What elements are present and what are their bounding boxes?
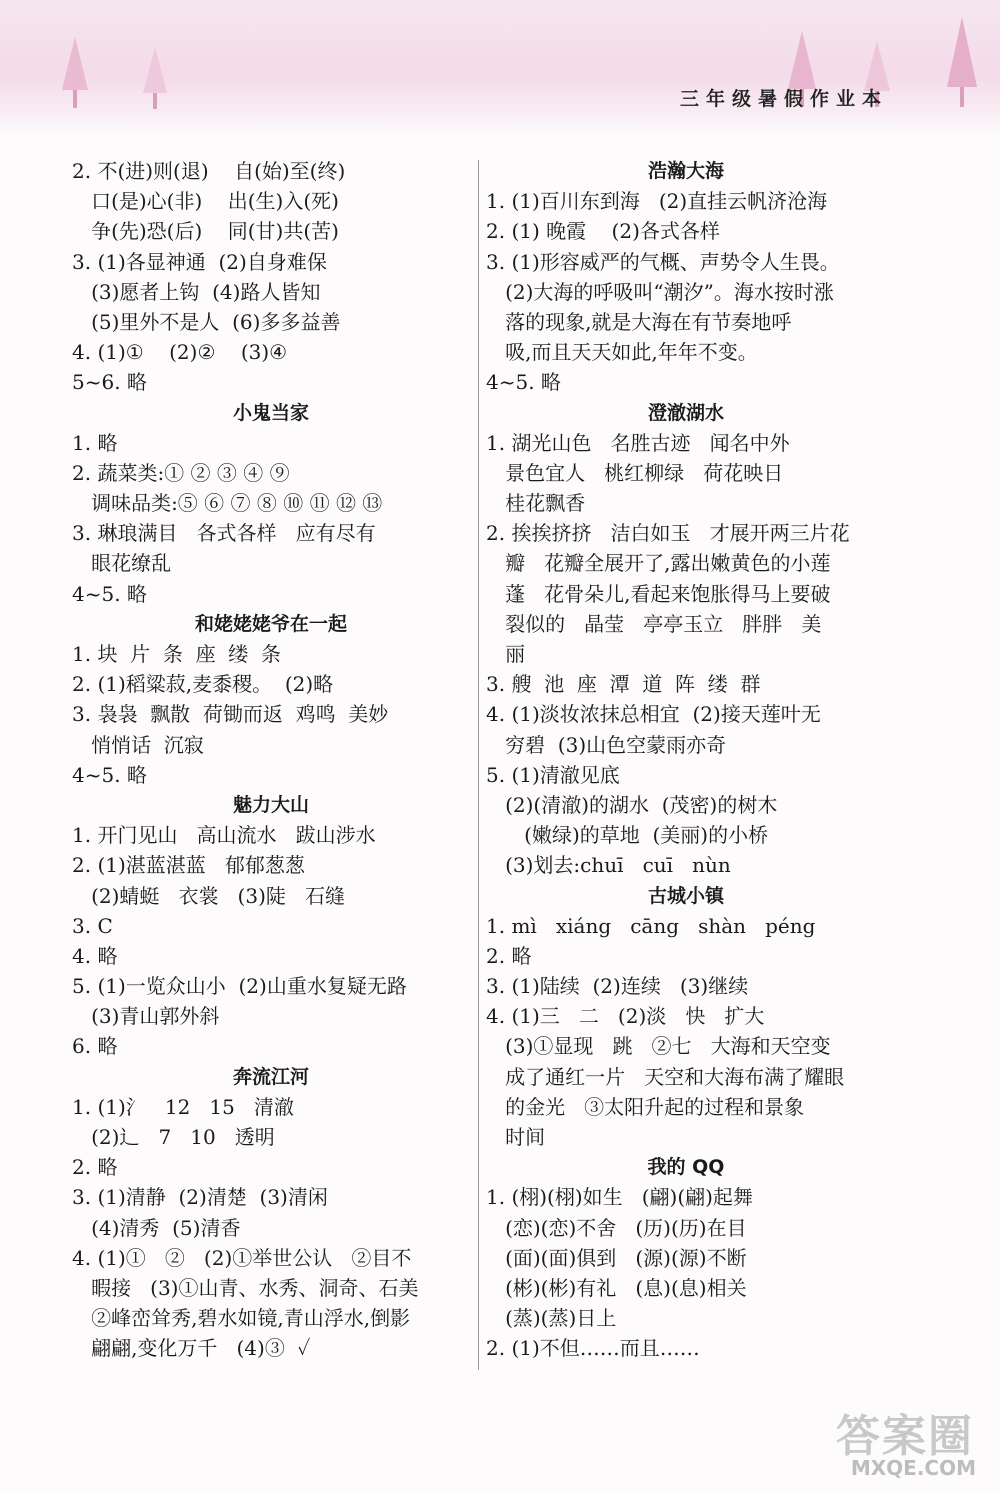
answer-line: ②峰峦耸秀,碧水如镜,青山浮水,倒影 bbox=[72, 1306, 411, 1331]
answer-line: 2. (1) 晚霞 (2)各式各样 bbox=[486, 219, 720, 244]
answer-line: (彬)(彬)有礼 (息)(息)相关 bbox=[486, 1275, 747, 1300]
answer-line: 的金光 ③太阳升起的过程和景象 bbox=[486, 1094, 805, 1119]
tree-left-icon bbox=[58, 35, 92, 115]
section-title: 和姥姥姥爷在一起 bbox=[194, 612, 347, 635]
answer-line: 3. (1)清静 (2)清楚 (3)清闲 bbox=[72, 1185, 328, 1210]
answer-line: 2. 挨挨挤挤 洁白如玉 才展开两三片花 bbox=[486, 521, 850, 546]
answer-line: 穷碧 (3)山色空蒙雨亦奇 bbox=[486, 732, 727, 757]
answer-line: 吸,而且天天如此,年年不变。 bbox=[486, 340, 758, 365]
answer-line: 2. 略 bbox=[72, 1155, 118, 1180]
watermark-url: MXQE.COM bbox=[850, 1456, 976, 1480]
answer-line: (2)(清澈)的湖水 (茂密)的树木 bbox=[486, 792, 778, 817]
answer-line: 4. (1)淡妆浓抹总相宜 (2)接天莲叶无 bbox=[486, 702, 821, 727]
tree-right-c-icon bbox=[944, 15, 980, 115]
answer-line: 2. 不(进)则(退) 自(始)至(终) bbox=[72, 159, 346, 183]
section-title: 小鬼当家 bbox=[232, 401, 309, 424]
answer-line: 4. (1)① ② (2)①举世公认 ②目不 bbox=[72, 1245, 412, 1270]
section-title: 魅力大山 bbox=[232, 793, 309, 816]
answer-line: 1. 湖光山色 名胜古迹 闻名中外 bbox=[486, 430, 790, 455]
answer-line: 调味品类:⑤ ⑥ ⑦ ⑧ ⑩ ⑪ ⑫ ⑬ bbox=[72, 491, 383, 516]
answer-line: 眼花缭乱 bbox=[72, 551, 172, 576]
answer-line: 3. 琳琅满目 各式各样 应有尽有 bbox=[72, 521, 376, 546]
answer-line: (蒸)(蒸)日上 bbox=[486, 1306, 617, 1331]
answer-line: 5. (1)一览众山小 (2)山重水复疑无路 bbox=[72, 974, 407, 999]
answer-line: 2. 蔬菜类:① ② ③ ④ ⑨ bbox=[72, 460, 290, 485]
answer-line: (2)辶 7 10 透明 bbox=[72, 1125, 275, 1149]
answer-line: 2. 略 bbox=[486, 943, 532, 968]
answer-line: (3)青山郭外斜 bbox=[72, 1004, 220, 1029]
answer-line: (3)①显现 跳 ②七 大海和天空变 bbox=[486, 1034, 831, 1059]
answer-line: 1. mì xiáng cāng shàn péng bbox=[486, 913, 816, 938]
left-answer-column bbox=[72, 156, 470, 1364]
right-answer-column bbox=[486, 156, 886, 1364]
answer-line: 2. (1)稻粱菽,麦黍稷。 (2)略 bbox=[72, 672, 334, 697]
answer-line: 1. 块 片 条 座 缕 条 bbox=[72, 642, 282, 666]
section-title: 浩瀚大海 bbox=[647, 160, 724, 182]
answer-line: (2)大海的呼吸叫“潮汐”。海水按时涨 bbox=[486, 279, 834, 304]
answer-line: (4)清秀 (5)清香 bbox=[72, 1215, 241, 1240]
answer-line: 3. 艘 池 座 潭 道 阵 缕 群 bbox=[486, 672, 761, 697]
answer-line: 成了通红一片 天空和大海布满了耀眼 bbox=[486, 1064, 845, 1089]
answer-line: 悄悄话 沉寂 bbox=[72, 732, 204, 757]
answer-line: 时间 bbox=[486, 1125, 546, 1149]
answer-line: (恋)(恋)不舍 (历)(历)在目 bbox=[486, 1215, 747, 1240]
answer-line: 2. (1)不但……而且…… bbox=[486, 1336, 700, 1361]
answer-line: (5)里外不是人 (6)多多益善 bbox=[72, 309, 341, 334]
answer-line: 1. 开门见山 高山流水 跋山涉水 bbox=[72, 823, 376, 848]
answer-line: (嫩绿)的草地 (美丽)的小桥 bbox=[486, 823, 769, 848]
header-decoration bbox=[0, 0, 1000, 135]
answer-line: 丽 bbox=[486, 642, 526, 666]
answer-line: 景色宜人 桃红柳绿 荷花映日 bbox=[486, 460, 784, 485]
answer-line: 落的现象,就是大海在有节奏地呼 bbox=[486, 309, 792, 334]
answer-line: 争(先)恐(后) 同(甘)共(苦) bbox=[72, 219, 339, 244]
answer-line: (3)划去:chuī cuī nùn bbox=[486, 853, 731, 878]
watermark-logo: 答案圈 bbox=[836, 1411, 974, 1462]
answer-line: 1. (1)氵 12 15 清澈 bbox=[72, 1094, 294, 1119]
section-title: 我的 QQ bbox=[647, 1156, 725, 1179]
answer-line: 口(是)心(非) 出(生)入(死) bbox=[72, 189, 339, 214]
answer-line: 4. (1)① (2)② (3)④ bbox=[72, 340, 288, 365]
answer-line: 4. 略 bbox=[72, 943, 118, 968]
answer-line: 4~5. 略 bbox=[72, 762, 147, 787]
answer-line: 桂花飘香 bbox=[486, 491, 586, 516]
answer-line: 3. 袅袅 飘散 荷锄而返 鸡鸣 美妙 bbox=[72, 702, 389, 727]
section-title: 澄澈湖水 bbox=[647, 401, 724, 424]
answer-line: (2)蜻蜓 衣裳 (3)陡 石缝 bbox=[72, 883, 345, 908]
answer-line: 裂似的 晶莹 亭亭玉立 胖胖 美 bbox=[486, 611, 822, 636]
answer-line: 暇接 (3)①山青、水秀、洞奇、石美 bbox=[72, 1275, 419, 1300]
answer-line: 1. (1)百川东到海 (2)直挂云帆济沧海 bbox=[486, 189, 828, 214]
answer-line: 1. (栩)(栩)如生 (翩)(翩)起舞 bbox=[486, 1185, 753, 1210]
answer-line: (面)(面)俱到 (源)(源)不断 bbox=[486, 1245, 747, 1270]
answer-line: 6. 略 bbox=[72, 1034, 118, 1059]
answer-line: 4. (1)三 二 (2)淡 快 扩大 bbox=[486, 1004, 765, 1029]
answer-line: 5~6. 略 bbox=[72, 370, 147, 395]
answer-line: 瓣 花瓣全展开了,露出嫩黄色的小莲 bbox=[486, 551, 831, 576]
section-title: 奔流江河 bbox=[232, 1065, 309, 1088]
answer-line: 4~5. 略 bbox=[72, 581, 147, 606]
tree-mid-icon bbox=[140, 45, 170, 115]
answer-line: 1. 略 bbox=[72, 430, 118, 455]
answer-line: 4~5. 略 bbox=[486, 370, 561, 395]
running-title: 三年级暑假作业本 bbox=[679, 88, 888, 110]
answer-line: (3)愿者上钩 (4)路人皆知 bbox=[72, 279, 321, 304]
answer-line: 5. (1)清澈见底 bbox=[486, 762, 620, 787]
answer-line: 3. (1)陆续 (2)连续 (3)继续 bbox=[486, 974, 749, 999]
answer-line: 蓬 花骨朵儿,看起来饱胀得马上要破 bbox=[486, 581, 831, 606]
column-divider bbox=[478, 160, 479, 1370]
answer-line: 翩翩,变化万千 (4)③ ✓ bbox=[72, 1336, 311, 1361]
watermark bbox=[826, 1400, 976, 1480]
answer-line: 3. (1)形容威严的气概、声势令人生畏。 bbox=[486, 249, 840, 274]
answer-line: 2. (1)湛蓝湛蓝 郁郁葱葱 bbox=[72, 853, 305, 878]
answer-line: 3. C bbox=[72, 913, 113, 938]
answer-line: 3. (1)各显神通 (2)自身难保 bbox=[72, 249, 327, 274]
section-title: 古城小镇 bbox=[647, 884, 724, 907]
